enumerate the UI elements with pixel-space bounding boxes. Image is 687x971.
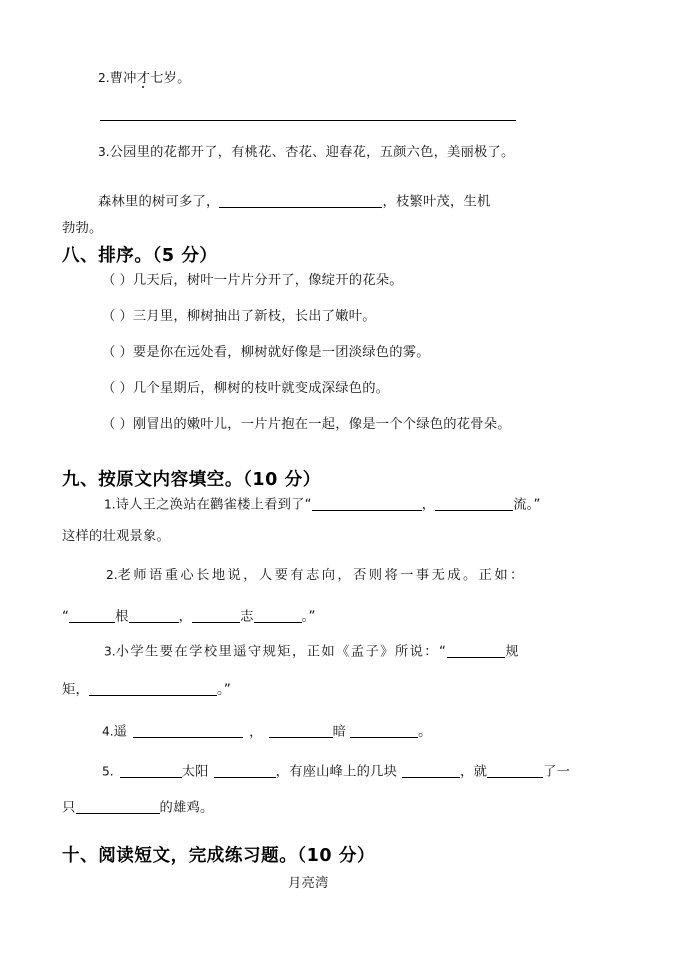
answer-blank-q1-a[interactable] [312,497,422,511]
item-2-number: 2. [98,71,110,85]
answer-blank-q4-a[interactable] [133,724,243,738]
fill-item-5-number: 5. [102,764,114,779]
fill-item-3-line2 [62,682,231,697]
answer-blank-item-4[interactable] [219,194,382,208]
fill-item-4-period: 。 [418,724,432,740]
fill-item-3-line1 [104,644,520,659]
order-item-4-text: 几个星期后，柳树的枝叶就变成深绿色的。 [132,381,390,396]
item-2-text-b: 七岁。 [150,71,191,86]
fill-item-2-comma: ， [178,609,193,625]
fill-item-1-number: 1. [104,497,116,512]
order-item-1 [102,274,403,287]
order-item-5 [102,418,511,431]
section-10-heading: 十、阅读短文，完成练习题。（10 分） [62,846,376,866]
fill-item-2-word-2: 志 [240,609,254,625]
fill-item-5-line1 [102,764,570,779]
item-4-lead: 森林里的树可多了， [98,194,220,210]
fill-item-3-line2-end: 。” [217,682,231,698]
answer-blank-q1-b[interactable] [435,497,513,511]
fill-item-4-word-1: 遥 [113,724,128,740]
fill-item-2-end: 。” [301,609,316,625]
answer-blank-q5-a[interactable] [120,764,182,778]
fill-item-3-tail: 规 [505,644,520,660]
item-4-tail: ，枝繁叶茂，生机 [382,194,491,210]
question-item-3 [98,146,515,159]
fill-item-1-after: 流。” [513,497,541,513]
item-3-text: 公园里的花都开了，有桃花、杏花、迎春花，五颜六色，美丽极了。 [109,145,515,160]
answer-blank-q3-a[interactable] [447,644,505,658]
fill-item-2-line2 [62,609,316,624]
section-8-heading: 八、排序。（5 分） [62,246,218,266]
item-2-text-a: 曹冲 [109,71,137,86]
fill-item-2-open-quote: “ [62,609,70,625]
order-bracket-4[interactable]: （ ） [102,381,133,396]
order-item-4 [102,382,389,395]
fill-item-2-number: 2. [106,568,118,582]
fill-item-1-lead: 诗人王之涣站在鹳雀楼上看到了“ [115,497,312,513]
fill-item-4 [102,724,432,739]
order-item-3-text: 要是你在远处看，柳树就好像是一团淡绿色的雾。 [132,345,430,360]
worksheet-body [62,0,625,971]
answer-blank-q2-a[interactable] [69,609,115,623]
section-9-heading: 九、按原文内容填空。（10 分） [62,470,321,490]
question-item-4-line2: 勃勃。 [62,221,103,236]
fill-item-4-number: 4. [102,724,114,739]
order-bracket-1[interactable]: （ ） [102,273,133,288]
fill-item-1-line2: 这样的壮观景象。 [62,529,170,544]
question-item-4-line1 [98,194,490,209]
fill-item-4-comma: ， [249,724,263,740]
order-item-3 [102,346,430,359]
order-item-1-text: 几天后，树叶一片片分开了，像绽开的花朵。 [132,273,403,288]
fill-item-5-mid-2: ，就 [460,764,488,780]
answer-blank-q2-c[interactable] [192,609,240,623]
question-item-2 [98,72,191,85]
order-bracket-3[interactable]: （ ） [102,345,133,360]
answer-blank-q5-c[interactable] [402,764,460,778]
fill-item-1-comma: ， [421,497,436,513]
fill-item-4-word-2: 暗 [332,724,347,740]
order-item-2-text: 三月里，柳树抽出了新枝，长出了嫩叶。 [132,309,376,324]
answer-blank-q4-c[interactable] [350,724,418,738]
item-2-emphasis-char: 才 [136,71,151,86]
answer-blank-q2-d[interactable] [254,609,302,623]
order-item-5-text: 刚冒出的嫩叶儿，一片片抱在一起，像是一个个绿色的花骨朵。 [132,417,511,432]
fill-item-2-text: 老师语重心长地说，人要有志向，否则将一事无成。正如： [117,568,526,583]
order-bracket-2[interactable]: （ ） [102,309,133,324]
answer-blank-q4-b[interactable] [269,724,333,738]
fill-item-3-number: 3. [104,644,116,659]
answer-blank-q3-b[interactable] [89,682,217,696]
fill-item-5-line2 [62,800,214,815]
fill-item-5-mid-1: ，有座山峰上的几块 [275,764,398,780]
fill-item-2-word-1: 根 [115,609,129,625]
answer-blank-q5-d[interactable] [487,764,543,778]
answer-line-item-2[interactable] [100,120,516,121]
fill-item-3-text: 小学生要在学校里遥守规矩，正如《孟子》所说：“ [115,644,448,660]
answer-blank-q2-b[interactable] [129,609,179,623]
fill-item-5-mid-3: 了一 [543,764,571,780]
fill-item-5-line2-end: 的雄鸡。 [159,800,214,816]
passage-title: 月亮湾 [288,876,329,891]
fill-item-5-line2-start: 只 [62,800,76,816]
fill-item-1-line1 [104,497,541,512]
answer-blank-q5-b[interactable] [214,764,276,778]
order-bracket-5[interactable]: （ ） [102,417,133,432]
fill-item-5-word-1: 太阳 [181,764,209,780]
item-3-number: 3. [98,145,110,159]
answer-blank-q5-e[interactable] [76,800,160,814]
fill-item-3-line2-start: 矩， [62,682,89,698]
order-item-2 [102,310,376,323]
fill-item-2-line1 [106,569,526,582]
